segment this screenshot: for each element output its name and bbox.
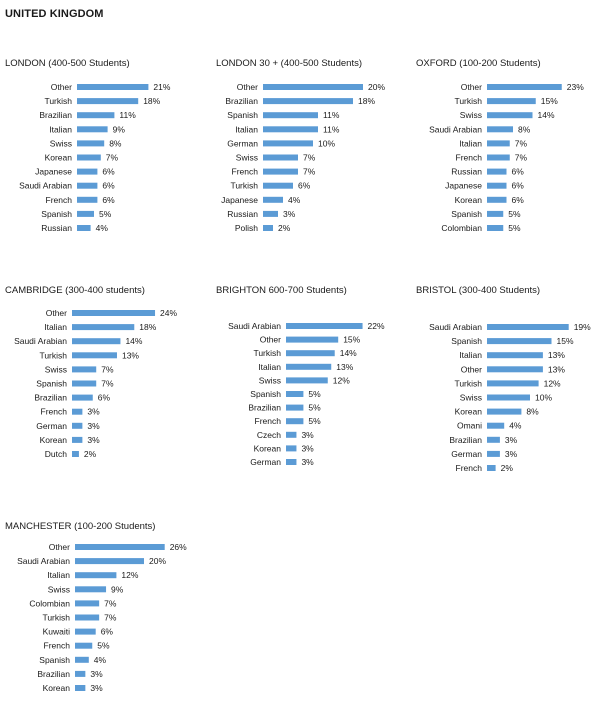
value-label: 6% bbox=[97, 392, 111, 403]
category-label: Saudi Arabian bbox=[429, 322, 482, 332]
bar bbox=[263, 140, 313, 146]
bar bbox=[75, 643, 92, 649]
bar bbox=[72, 395, 93, 401]
category-label: Korean bbox=[44, 152, 72, 163]
bar bbox=[487, 465, 496, 471]
value-label: 14% bbox=[537, 110, 555, 121]
value-label: 6% bbox=[511, 180, 524, 191]
bar bbox=[75, 558, 144, 564]
bar bbox=[487, 225, 503, 231]
bar bbox=[72, 352, 117, 358]
category-label: Other bbox=[45, 308, 67, 318]
value-label: 7% bbox=[303, 166, 316, 177]
bar bbox=[72, 324, 134, 330]
value-label: 19% bbox=[573, 322, 591, 332]
bar bbox=[487, 338, 552, 344]
bar bbox=[77, 225, 91, 231]
category-label: Italian bbox=[235, 124, 258, 135]
value-label: 23% bbox=[566, 82, 584, 92]
value-label: 6% bbox=[100, 626, 113, 637]
bar bbox=[72, 451, 79, 457]
chart-title: LONDON (400-500 Students) bbox=[5, 58, 130, 69]
category-label: Kuwaiti bbox=[42, 626, 70, 637]
value-label: 7% bbox=[514, 152, 528, 163]
category-label: Brazilian bbox=[225, 96, 258, 107]
bar bbox=[77, 169, 97, 175]
category-label: Korean bbox=[253, 443, 281, 454]
category-label: Turkish bbox=[39, 350, 67, 361]
bar bbox=[263, 126, 318, 132]
value-label: 3% bbox=[90, 683, 103, 693]
value-label: 8% bbox=[526, 406, 539, 417]
bar bbox=[286, 350, 335, 356]
bar bbox=[72, 409, 82, 415]
bar-chart bbox=[416, 322, 602, 492]
bar bbox=[286, 445, 296, 451]
category-label: Other bbox=[236, 82, 258, 92]
value-label: 5% bbox=[308, 402, 321, 413]
value-label: 4% bbox=[95, 223, 108, 233]
value-label: 12% bbox=[332, 375, 350, 386]
value-label: 7% bbox=[105, 152, 119, 163]
category-label: French bbox=[455, 152, 482, 163]
bar bbox=[263, 155, 298, 161]
bar bbox=[75, 629, 96, 635]
value-label: 15% bbox=[540, 96, 558, 107]
chart-title: BRIGHTON 600-700 Students) bbox=[216, 285, 347, 296]
category-label: Czech bbox=[256, 429, 281, 440]
category-label: French bbox=[43, 640, 70, 651]
bar-chart bbox=[416, 82, 602, 252]
category-label: German bbox=[227, 138, 258, 149]
bar bbox=[487, 437, 500, 443]
bar bbox=[263, 112, 318, 118]
value-label: 11% bbox=[323, 124, 340, 135]
value-label: 13% bbox=[547, 350, 565, 361]
bar bbox=[487, 352, 543, 358]
value-label: 4% bbox=[509, 420, 522, 431]
category-label: Italian bbox=[258, 361, 281, 372]
value-label: 3% bbox=[90, 668, 103, 679]
bar bbox=[77, 126, 108, 132]
bar bbox=[77, 112, 114, 118]
value-label: 7% bbox=[514, 138, 528, 149]
value-label: 3% bbox=[87, 434, 100, 445]
category-label: French bbox=[231, 166, 258, 177]
value-label: 5% bbox=[308, 416, 321, 427]
category-label: Brazilian bbox=[39, 110, 72, 121]
value-label: 20% bbox=[149, 556, 167, 567]
category-label: Omani bbox=[456, 420, 482, 431]
category-label: Spanish bbox=[451, 336, 482, 347]
category-label: Korean bbox=[39, 434, 67, 445]
bar-chart bbox=[5, 542, 195, 712]
value-label: 4% bbox=[93, 654, 107, 665]
bar bbox=[286, 323, 363, 329]
bar bbox=[72, 338, 120, 344]
value-label: 2% bbox=[500, 463, 513, 473]
chart-title: OXFORD (100-200 Students) bbox=[416, 58, 541, 69]
chart-brighton bbox=[216, 285, 416, 475]
value-label: 6% bbox=[102, 166, 115, 177]
category-label: Spanish bbox=[41, 208, 72, 219]
value-label: 13% bbox=[121, 350, 139, 361]
value-label: 6% bbox=[102, 194, 115, 205]
category-label: Saudi Arabian bbox=[19, 180, 72, 191]
value-label: 6% bbox=[102, 180, 115, 191]
chart-title: LONDON 30 + (400-500 Students) bbox=[216, 58, 363, 69]
category-label: Brazilian bbox=[37, 668, 70, 679]
category-label: French bbox=[45, 194, 72, 205]
category-label: Other bbox=[460, 82, 482, 92]
category-label: Colombian bbox=[441, 223, 482, 233]
bar bbox=[75, 657, 89, 663]
category-label: Japanese bbox=[221, 194, 258, 205]
value-label: 3% bbox=[87, 406, 100, 417]
bar bbox=[487, 423, 504, 429]
value-label: 7% bbox=[303, 152, 316, 163]
value-label: 7% bbox=[101, 364, 114, 375]
value-label: 26% bbox=[169, 542, 187, 552]
bar-chart bbox=[216, 321, 406, 491]
bar bbox=[487, 324, 569, 330]
bar bbox=[75, 685, 85, 691]
category-label: German bbox=[36, 420, 67, 431]
category-label: Japanese bbox=[35, 166, 72, 177]
value-label: 5% bbox=[308, 389, 321, 399]
bar bbox=[286, 364, 331, 370]
bar bbox=[75, 544, 165, 550]
category-label: Russian bbox=[451, 166, 482, 177]
category-label: Turkish bbox=[44, 96, 72, 107]
category-label: French bbox=[455, 463, 482, 473]
value-label: 3% bbox=[283, 208, 296, 219]
category-label: Brazilian bbox=[248, 402, 281, 413]
bar bbox=[75, 586, 106, 592]
category-label: Turkish bbox=[454, 96, 482, 107]
bar bbox=[77, 211, 94, 217]
value-label: 2% bbox=[278, 223, 291, 233]
category-label: Swiss bbox=[44, 364, 67, 375]
category-label: Italian bbox=[459, 350, 482, 361]
bar bbox=[487, 451, 500, 457]
value-label: 3% bbox=[504, 448, 518, 459]
bar bbox=[487, 409, 521, 415]
bar bbox=[487, 126, 513, 132]
value-label: 5% bbox=[508, 223, 521, 233]
category-label: Spanish bbox=[39, 654, 70, 665]
bar bbox=[72, 310, 155, 316]
category-label: Swiss bbox=[258, 375, 281, 386]
value-label: 6% bbox=[511, 194, 524, 205]
value-label: 20% bbox=[368, 82, 386, 92]
bar bbox=[286, 377, 328, 383]
bar bbox=[263, 211, 278, 217]
bar bbox=[286, 337, 338, 343]
chart-manchester bbox=[5, 521, 205, 711]
chart-title: MANCHESTER (100-200 Students) bbox=[5, 521, 156, 532]
category-label: Polish bbox=[234, 223, 258, 233]
category-label: Saudi Arabian bbox=[429, 124, 482, 135]
value-label: 24% bbox=[160, 308, 178, 318]
value-label: 15% bbox=[343, 334, 361, 345]
value-label: 18% bbox=[143, 96, 161, 107]
category-label: Spanish bbox=[250, 389, 281, 399]
bar bbox=[72, 366, 96, 372]
value-label: 5% bbox=[508, 208, 521, 219]
bar bbox=[286, 432, 296, 438]
category-label: Dutch bbox=[44, 449, 67, 459]
category-label: Saudi Arabian bbox=[228, 321, 281, 331]
category-label: Italian bbox=[49, 124, 72, 135]
value-label: 3% bbox=[87, 420, 100, 431]
category-label: Korean bbox=[42, 683, 70, 693]
value-label: 14% bbox=[339, 348, 357, 359]
bar bbox=[77, 140, 104, 146]
bar bbox=[72, 437, 82, 443]
value-label: 11% bbox=[323, 110, 340, 121]
category-label: German bbox=[451, 448, 482, 459]
category-label: Other bbox=[50, 82, 72, 92]
value-label: 4% bbox=[288, 194, 301, 205]
category-label: French bbox=[254, 416, 281, 427]
category-label: Italian bbox=[47, 570, 70, 581]
category-label: Other bbox=[48, 542, 70, 552]
bar bbox=[263, 169, 298, 175]
category-label: Other bbox=[460, 364, 482, 375]
bar-chart bbox=[216, 82, 406, 252]
bar bbox=[77, 98, 138, 104]
value-label: 8% bbox=[518, 124, 531, 135]
value-label: 10% bbox=[535, 392, 553, 403]
bar bbox=[487, 395, 530, 401]
category-label: Colombian bbox=[29, 598, 70, 609]
category-label: Russian bbox=[41, 223, 72, 233]
value-label: 9% bbox=[111, 584, 124, 595]
value-label: 6% bbox=[511, 166, 524, 177]
bar bbox=[263, 197, 283, 203]
bar bbox=[72, 381, 96, 387]
page-title: UNITED KINGDOM bbox=[5, 8, 104, 20]
category-label: Swiss bbox=[47, 584, 70, 595]
category-label: Brazilian bbox=[34, 392, 67, 403]
value-label: 7% bbox=[104, 612, 117, 623]
bar bbox=[286, 418, 303, 424]
bar bbox=[75, 671, 85, 677]
category-label: Japanese bbox=[445, 180, 482, 191]
category-label: Korean bbox=[454, 406, 482, 417]
category-label: Turkish bbox=[454, 378, 482, 389]
value-label: 5% bbox=[97, 640, 110, 651]
bar bbox=[77, 197, 97, 203]
category-label: Saudi Arabian bbox=[14, 336, 67, 347]
category-label: Russian bbox=[227, 208, 258, 219]
bar bbox=[286, 459, 296, 465]
value-label: 3% bbox=[301, 443, 314, 454]
category-label: Other bbox=[259, 334, 281, 345]
bar bbox=[263, 84, 363, 90]
value-label: 18% bbox=[139, 322, 157, 333]
category-label: Spanish bbox=[451, 208, 482, 219]
chart-title: BRISTOL (300-400 Students) bbox=[416, 285, 541, 296]
value-label: 2% bbox=[83, 449, 97, 459]
category-label: Italian bbox=[44, 322, 67, 333]
value-label: 13% bbox=[547, 364, 565, 375]
category-label: French bbox=[40, 406, 67, 417]
value-label: 9% bbox=[112, 124, 125, 135]
bar bbox=[75, 615, 99, 621]
bar bbox=[487, 197, 507, 203]
chart-london-30-plus bbox=[216, 58, 416, 248]
chart-bristol bbox=[416, 285, 602, 475]
bar bbox=[286, 405, 303, 411]
bar bbox=[263, 183, 293, 189]
category-label: Turkish bbox=[253, 348, 281, 359]
category-label: Turkish bbox=[230, 180, 258, 191]
category-label: Swiss bbox=[459, 110, 482, 121]
value-label: 3% bbox=[301, 429, 314, 440]
bar bbox=[487, 112, 533, 118]
bar bbox=[487, 98, 536, 104]
bar bbox=[77, 84, 148, 90]
bar bbox=[487, 84, 562, 90]
category-label: Turkish bbox=[42, 612, 70, 623]
value-label: 5% bbox=[99, 208, 112, 219]
bar bbox=[487, 183, 507, 189]
category-label: Spanish bbox=[36, 378, 67, 389]
bar bbox=[77, 183, 97, 189]
bar bbox=[263, 225, 273, 231]
bar bbox=[487, 140, 510, 146]
bar-chart bbox=[5, 308, 195, 478]
value-label: 3% bbox=[301, 457, 314, 467]
value-label: 13% bbox=[336, 361, 354, 372]
bar bbox=[77, 155, 101, 161]
bar-chart bbox=[5, 82, 195, 252]
category-label: Saudi Arabian bbox=[17, 556, 70, 567]
value-label: 8% bbox=[109, 138, 122, 149]
bar bbox=[75, 600, 99, 606]
value-label: 15% bbox=[556, 336, 574, 347]
bar bbox=[487, 169, 507, 175]
value-label: 12% bbox=[121, 570, 139, 581]
value-label: 21% bbox=[153, 82, 171, 92]
chart-cambridge bbox=[5, 285, 205, 475]
category-label: Brazilian bbox=[449, 434, 482, 445]
value-label: 7% bbox=[104, 598, 117, 609]
bar bbox=[487, 155, 510, 161]
category-label: Spanish bbox=[227, 110, 258, 121]
value-label: 7% bbox=[101, 378, 114, 389]
chart-title: CAMBRIDGE (300-400 students) bbox=[5, 285, 145, 296]
category-label: Swiss bbox=[459, 392, 482, 403]
bar bbox=[487, 211, 503, 217]
category-label: Italian bbox=[459, 138, 482, 149]
value-label: 11% bbox=[119, 110, 136, 121]
bar bbox=[487, 366, 543, 372]
bar bbox=[263, 98, 353, 104]
category-label: German bbox=[250, 457, 281, 467]
chart-oxford bbox=[416, 58, 602, 248]
bar bbox=[75, 572, 116, 578]
category-label: Swiss bbox=[235, 152, 258, 163]
value-label: 22% bbox=[367, 321, 385, 331]
chart-london bbox=[5, 58, 205, 248]
value-label: 3% bbox=[504, 434, 518, 445]
category-label: Korean bbox=[454, 194, 482, 205]
value-label: 12% bbox=[543, 378, 561, 389]
bar bbox=[286, 391, 303, 397]
category-label: Swiss bbox=[49, 138, 72, 149]
value-label: 14% bbox=[125, 336, 143, 347]
value-label: 18% bbox=[358, 96, 376, 107]
bar bbox=[72, 423, 82, 429]
value-label: 6% bbox=[298, 180, 311, 191]
value-label: 10% bbox=[318, 138, 336, 149]
bar bbox=[487, 380, 539, 386]
